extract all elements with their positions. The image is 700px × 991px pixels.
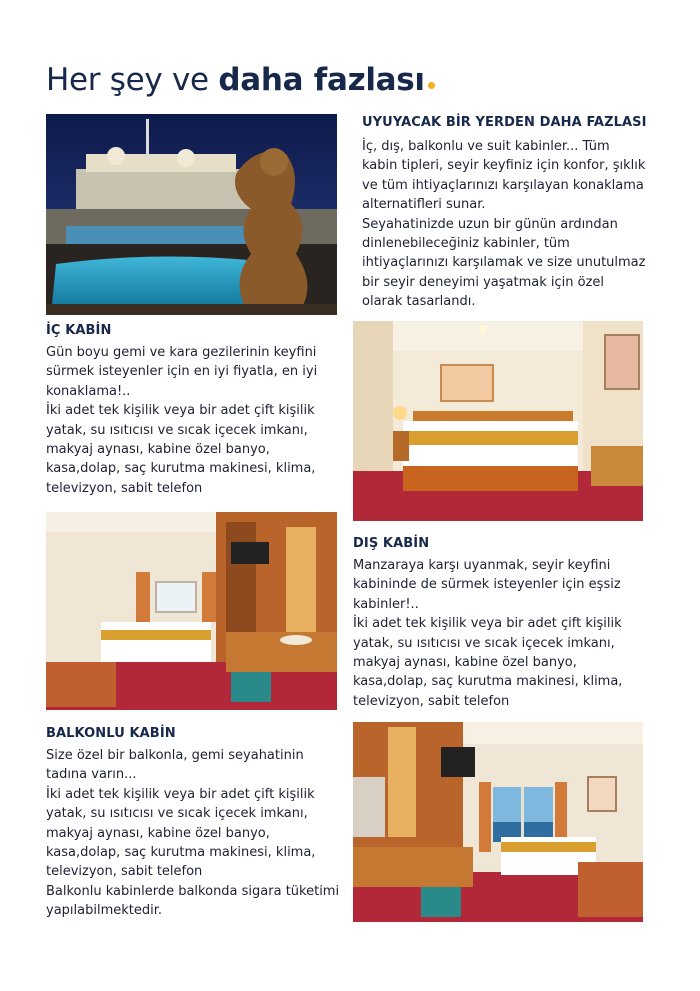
dis-kabin-body (353, 556, 653, 711)
intro-paragraph: İç, dış, balkonlu ve suit kabinler... Tüm kabin tipleri, seyir keyfiniz için konfor, şıklık ve tüm ihtiyaçlarınızı karşılayan konaklama alternatifleri sunar. (362, 139, 646, 213)
balkonlu-kabin-paragraph: Size özel bir balkonla, gemi seyahatinin tadına varın... (46, 748, 304, 783)
balkonlu-kabin-title: BALKONLU KABİN (46, 726, 176, 741)
headline-light: Her şey ve (46, 62, 219, 98)
ic-kabin-body (46, 343, 346, 498)
balkonlu-kabin-paragraph: İki adet tek kişilik veya bir adet çift kişilik yatak, su ısıtıcısı ve sıcak içecek imkanı, makyaj aynası, kabine özel banyo, kasa,dolap, saç kurutma makinesi, klima, televizyon, sabit telefon (46, 786, 316, 880)
outside-cabin-photo (46, 512, 337, 710)
balcony-cabin-photo (353, 722, 643, 922)
intro-title: UYUYACAK BİR YERDEN DAHA FAZLASI (362, 115, 647, 130)
ic-kabin-paragraph: Gün boyu gemi ve kara gezilerinin keyfini sürmek isteyenler için en iyi fiyatla, en iyi konaklama!.. (46, 345, 318, 399)
ship-pool-deck-photo (46, 114, 337, 315)
headline-bold: daha fazlası (218, 62, 425, 98)
dis-kabin-paragraph: Manzaraya karşı uyanmak, seyir keyfini kabininde de sürmek isteyenler için eşsiz kabinler!.. (353, 558, 621, 612)
ic-kabin-title: İÇ KABİN (46, 323, 112, 338)
balkonlu-kabin-body (46, 746, 346, 921)
dis-kabin-paragraph: İki adet tek kişilik veya bir adet çift kişilik yatak, su ısıtıcısı ve sıcak içecek imkanı, makyaj aynası, kabine özel banyo, kasa,dolap, saç kurutma makinesi, klima, televizyon, sabit telefon (353, 616, 623, 709)
intro-body (362, 137, 647, 312)
inside-cabin-photo (353, 321, 643, 521)
balkonlu-kabin-paragraph: Balkonlu kabinlerde balkonda sigara tüketimi yapılabilmektedir. (46, 883, 340, 919)
dis-kabin-title: DIŞ KABİN (353, 536, 430, 551)
headline-accent-dot (428, 82, 435, 89)
page-headline (46, 62, 435, 98)
ic-kabin-paragraph: İki adet tek kişilik veya bir adet çift kişilik yatak, su ısıtıcısı ve sıcak içecek imkanı, makyaj aynası, kabine özel banyo, kasa,dolap, saç kurutma makinesi, klima, televizyon, sabit telefon (46, 403, 316, 496)
intro-paragraph: Seyahatinizde uzun bir günün ardından dinlenebileceğiniz kabinler, tüm ihtiyaçlarınızı karşılamak ve size unutulmaz bir seyir deneyimi yaşatmak için özel olarak tasarlandı. (362, 216, 646, 310)
